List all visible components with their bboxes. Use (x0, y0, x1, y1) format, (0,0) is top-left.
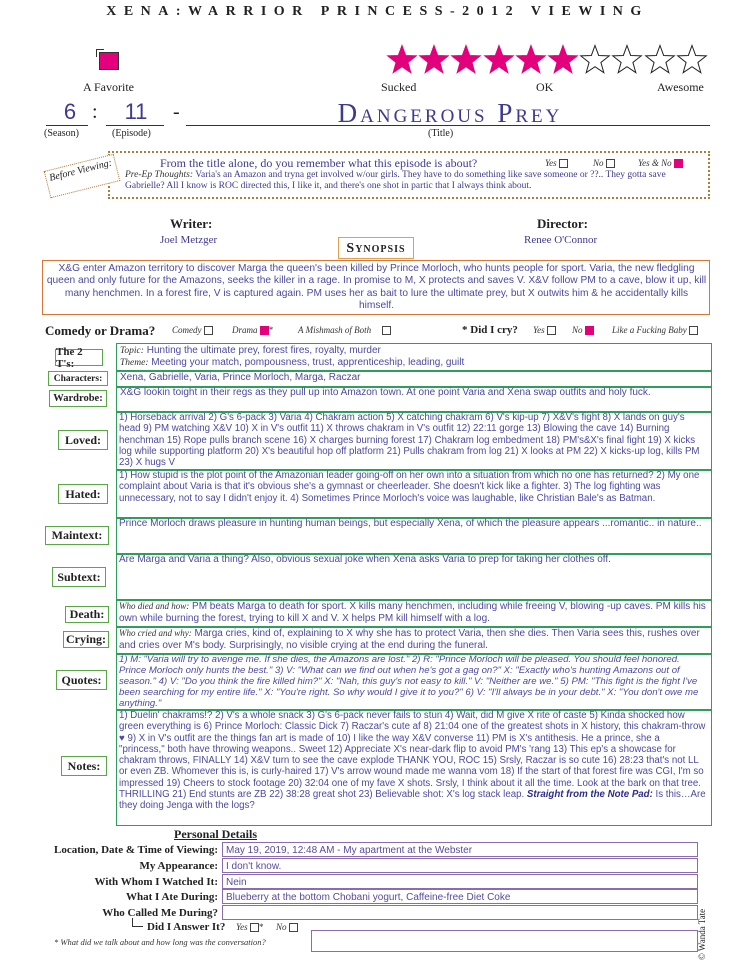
rating-ok-label: OK (536, 80, 554, 94)
cry-no[interactable]: No (572, 325, 594, 335)
before-viewing-yes[interactable]: Yes (545, 158, 568, 168)
appearance-field[interactable]: I don't know. (222, 858, 698, 873)
crying-label: Crying: (63, 631, 109, 648)
two-ts-text: Topic: Hunting the ultimate prey, forest fires, royalty, murder Theme: Meeting your match, pompousness, trust, apprenticeship, leading, guilt (120, 345, 465, 368)
ate-label: What I Ate During: (126, 891, 218, 903)
star-filled-icon[interactable] (515, 44, 547, 76)
season-colon: : (92, 101, 98, 123)
rating-awesome-label: Awesome (657, 80, 704, 94)
wardrobe-label: Wardrobe: (49, 390, 107, 407)
subtext-label: Subtext: (52, 567, 106, 587)
quotes-label: Quotes: (56, 670, 107, 690)
page-header: XENA:WARRIOR PRINCESS-2012 VIEWING (106, 4, 649, 19)
title-caption: (Title) (428, 128, 454, 139)
loved-text: 1) Horseback arrival 2) G's 6-pack 3) Varia 4) Chakram action 5) X catching chakram 6) V's kip-up 7) X&V's fight 8) X lands on guy's head 9) PM watching X&V 10) X in V's outfit 11) X throws chakram in V's outfit 12) 22:11 gorge 13) Blowing the cave 14) Burning henchman 15) Rope pulls branch scene 16) X charges burning forest 17) Chakram log embedment 18) PM's&X's final fight 19) X kicks log while supporting platform 20) X's beautiful hop off platform 21) Pulls chakram from log 21) X looks at PM 22) X kicks-up log, kills PM 23) X hugs V (119, 412, 700, 469)
writer-label: Writer: (170, 216, 213, 231)
star-filled-icon[interactable] (386, 44, 418, 76)
loved-label: Loved: (58, 430, 108, 450)
cry-yes[interactable]: Yes (533, 325, 556, 335)
wardrobe-text: X&G lookin toight in their regs as they pull up into Amazon town. At one point Varia and Xena swap outfits and holy fuck. (120, 387, 651, 398)
star-empty-icon[interactable] (579, 44, 611, 76)
characters-label: Characters: (48, 371, 108, 386)
synopsis-text: X&G enter Amazon territory to discover Marga the queen's been killed by Prince Morloch, who hunts people for sport. Varia, the new fledgling queen and only future for the Amazons, seeks the killer in a rage. In promise to M, X protects and saves V. X&V follow PM to a cave, blow it up, kill many henchmen. In a forest fire, V is captured again. PM uses her as bait to lure the ultimate prey, but X outwits him & he accidentally kills himself. (46, 263, 707, 312)
season-underline (46, 125, 88, 126)
episode-number: 11 (124, 99, 148, 124)
answer-branch-line (132, 918, 143, 927)
star-empty-icon[interactable] (611, 44, 643, 76)
conversation-field[interactable] (311, 930, 698, 952)
hated-text: 1) How stupid is the plot point of the Amazonian leader going-off on her own into a situation from which no one has returned? 2) My one complaint about Varia is that it's obvious she's a gymnast or cheerleader. She doesn't kick like a fighter. 3) The log fighting was unnecessary, not to say I didn't enjoy it. 4) Sometimes Prince Morloch's voice was laughable, like Christian Bale's as Batman. (119, 470, 700, 504)
before-viewing-question: From the title alone, do you remember what this episode is about? (160, 156, 478, 170)
characters-text: Xena, Gabrielle, Varia, Prince Morloch, Marga, Raczar (120, 372, 361, 383)
death-text: Who died and how: PM beats Marga to death for sport. X kills many henchmen, including while freeing V, blowing -up caves. PM kills his own while burning the forest, trying to kill X and V. X helps PM kill himself with a log. (119, 601, 706, 624)
before-viewing-tag: Before Viewing: (44, 154, 121, 199)
maintext-text: Prince Morloch draws pleasure in hunting human beings, but especially Xena, of which the pleasure appears ...romantic.. in nature.. (119, 518, 702, 529)
director-name: Renee O'Connor (524, 234, 598, 246)
cry-label: * Did I cry? (462, 324, 518, 336)
maintext-label: Maintext: (45, 526, 109, 545)
genre-mishmash[interactable]: A Mishmash of Both (298, 325, 391, 335)
star-filled-icon[interactable] (547, 44, 579, 76)
director-label: Director: (537, 216, 589, 231)
star-filled-icon[interactable] (418, 44, 450, 76)
episode-caption: (Episode) (112, 128, 151, 139)
subtext-text: Are Marga and Varia a thing? Also, obvious sexual joke when Xena asks Varia to prep for taking her clothes off. (119, 554, 611, 565)
genre-comedy[interactable]: Comedy (172, 325, 213, 335)
pre-ep-thoughts: Pre-Ep Thoughts: Varia's an Amazon and tryna get involved w/our girls. They have to do something like save someone or ??.. They gotta save Gabrielle? All I know is ROC directed this, I like it, and there's one shot in partic that I always think about. (125, 170, 666, 191)
title-dash: - (173, 101, 180, 123)
star-filled-icon[interactable] (450, 44, 482, 76)
notes-label: Notes: (61, 756, 107, 776)
favorite-label: A Favorite (83, 80, 134, 94)
genre-label: Comedy or Drama? (45, 323, 156, 338)
before-viewing-yes-no[interactable]: Yes & No (638, 158, 683, 168)
conversation-label: * What did we talk about and how long was the conversation? (54, 937, 266, 947)
episode-underline (106, 125, 164, 126)
appearance-label: My Appearance: (139, 860, 218, 872)
star-empty-icon[interactable] (676, 44, 708, 76)
rating-stars[interactable] (0, 0, 755, 90)
answer-label: Did I Answer It? (147, 921, 226, 933)
notes-text: 1) Duelin' chakrams!? 2) V's a whole snack 3) G's 6-pack never fails to stun 4) Wait, did M give X rite of caste 5) Kinda shocked how green everything is 6) Prince Morloch: Classic Dick 7) Raczar's cute af 8) 21:04 one of the greatest shots in X history, this chakram-throw ♥ 9) X in V's outfit are the things fan art is made of 10) I like the way X&V converse 11) PM is X's antithesis. He a prince, she a "princess," both have throwing weapons.. Sweet 12) Appreciate X's near-dark flip to avoid PM's 'rang 13) This ep's a showcase for chakram throws, FINALLY 14) X&V turn to see the cave explode THANK YOU, ROC 15) Srsly, Raczar is so cute 16) 28:23 that's not LL or even ZB. Whomever this is, is curly-haired 17) V's arrow wound made me wanna vom 18) If the start of that forest fire was CGI, I'm so impressed 19) Cheers to stock footage 20) 32:04 one of my fave X shots. Srsly, I think about it all the time. Look at the bark on that tree. THRILLING 21) End stunts are ZB 22) 38:28 great shot 23) Believable shot: X's log stack leap. Straight from the Note Pad: Is this…Are they doing Jenga with the logs? (119, 710, 706, 812)
title-underline (186, 125, 710, 126)
death-label: Death: (65, 606, 109, 623)
synopsis-label: Synopsis (338, 237, 414, 259)
location-label: Location, Date & Time of Viewing: (54, 844, 218, 856)
crying-text: Who cried and why: Marga cries, kind of, explaining to X why she has to protect Varia, then she dies. Then Varia sees this, rushes over and cries over M's body. Surprisingly, no visible crying at the end during the funeral. (119, 628, 700, 651)
with-whom-field[interactable]: Nein (222, 874, 698, 889)
location-field[interactable]: May 19, 2019, 12:48 AM - My apartment at the Webster (222, 842, 698, 857)
quotes-text: 1) M: "Varia will try to avenge me. If she dies, the Amazons are lost." 2) R: "Prince Morloch will be pleased. You should feel honored. Prince Morloch only hunts the best." 3) V: "What can we find out when he's got a gag on?" X: "Exactly who's hunting Amazons out of season." 4) V: "Do you think the fire killed him?" X: "Nah, this guy's not easy to kill." V: "Neither are we." 5) PM: "This fight is the fight I've been searching for my entire life." X: "You're right. So why would I give it to you?" 6) V: "I'll always be in your debt." X: "You don't owe me anything." (119, 654, 699, 709)
episode-title: Dangerous Prey (337, 98, 563, 128)
rating-sucked-label: Sucked (381, 80, 417, 94)
star-empty-icon[interactable] (644, 44, 676, 76)
hated-label: Hated: (58, 484, 108, 504)
season-number: 6 (63, 99, 77, 124)
with-whom-label: With Whom I Watched It: (94, 876, 218, 888)
answer-yes[interactable]: Yes * (236, 922, 264, 932)
ate-field[interactable]: Blueberry at the bottom Chobani yogurt, Caffeine-free Diet Coke (222, 889, 698, 904)
genre-drama[interactable]: Drama * (232, 325, 274, 335)
writer-name: Joel Metzger (160, 234, 218, 246)
personal-details-heading: Personal Details (174, 827, 257, 841)
two-ts-label: The 2 T's: (55, 349, 103, 366)
cry-like-a-baby[interactable]: Like a Fucking Baby (612, 325, 698, 335)
copyright-credit: © Wanda Tate (697, 908, 707, 960)
answer-no[interactable]: No (276, 922, 298, 932)
season-caption: (Season) (44, 128, 79, 139)
star-filled-icon[interactable] (483, 44, 515, 76)
called-label: Who Called Me During? (102, 907, 218, 919)
called-field[interactable] (222, 905, 698, 920)
before-viewing-no[interactable]: No (593, 158, 615, 168)
